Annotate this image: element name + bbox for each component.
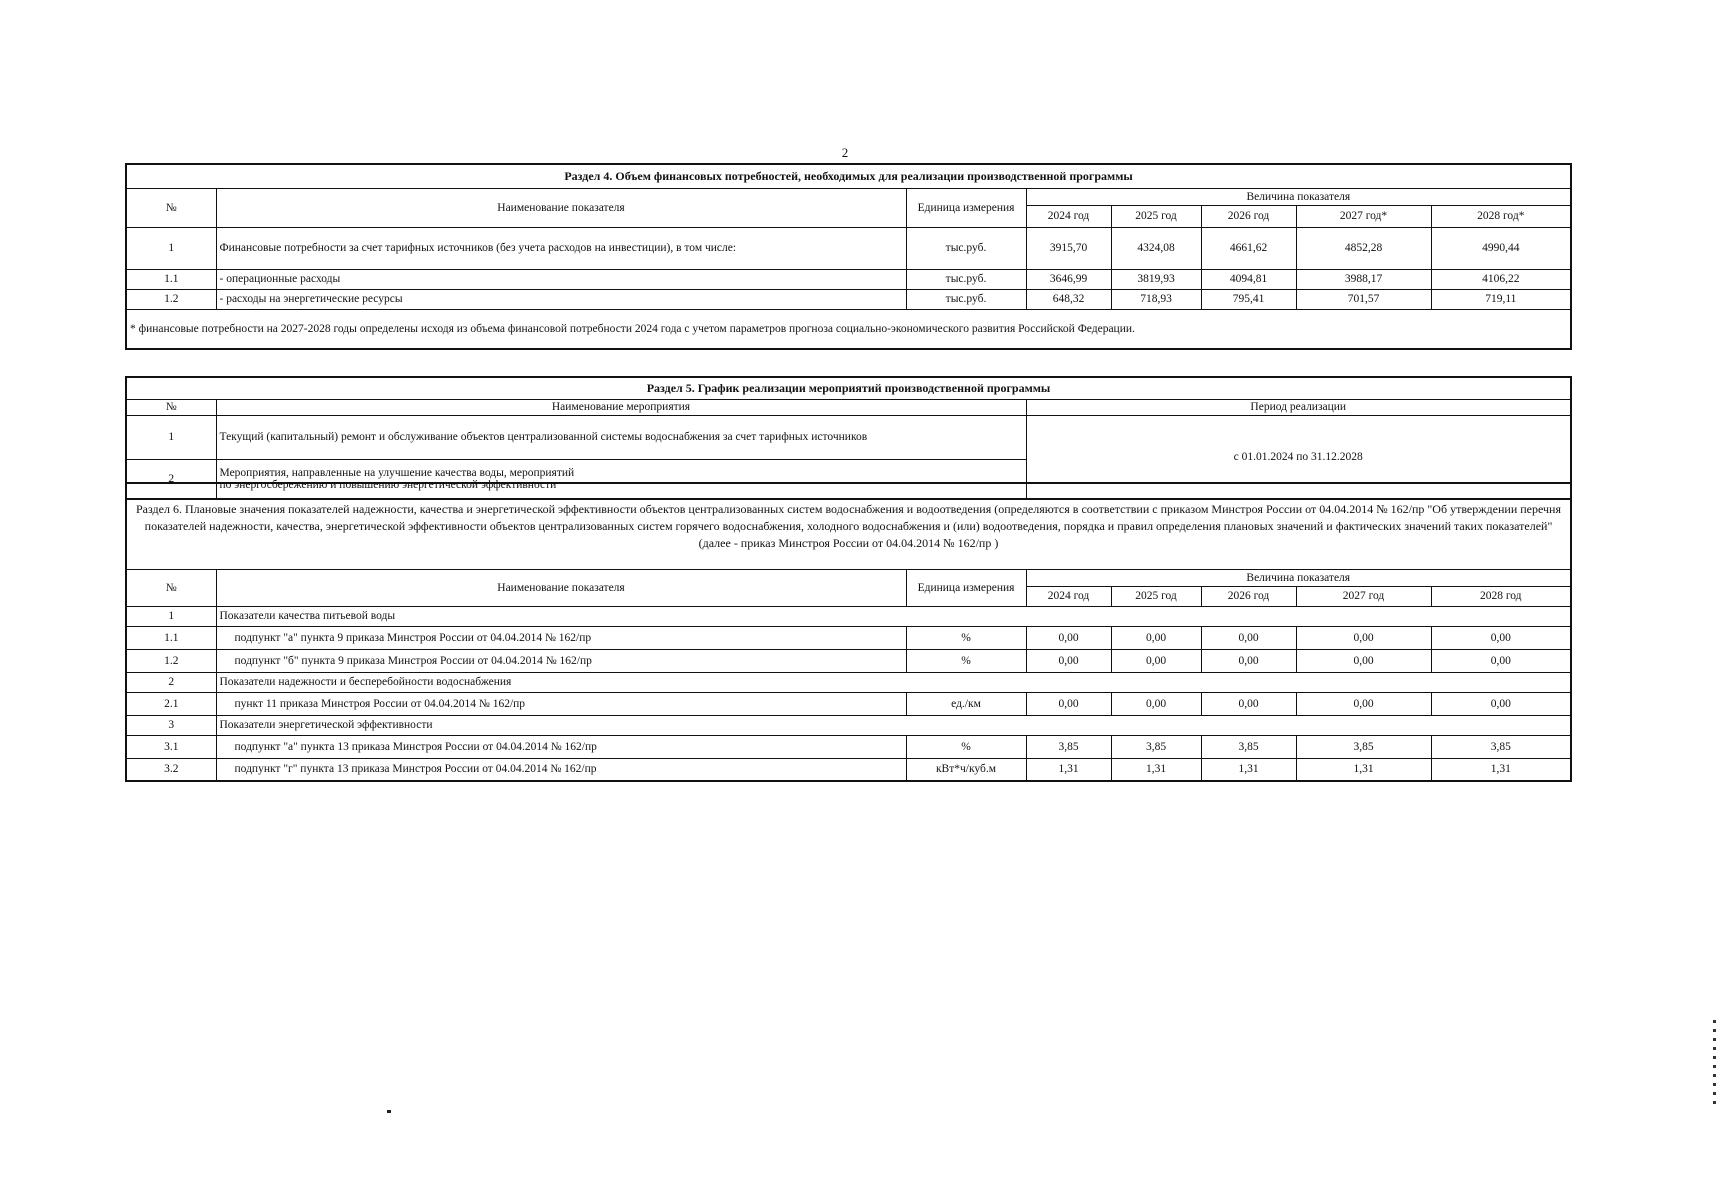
group-row <box>126 715 1571 735</box>
row-num: 1.1 <box>126 626 216 649</box>
row-value: 4094,81 <box>1201 269 1296 289</box>
row-num: 2 <box>126 459 216 499</box>
row-value: 0,00 <box>1431 626 1571 649</box>
row-value: 4106,22 <box>1431 269 1571 289</box>
row-value: 0,00 <box>1111 692 1201 715</box>
table-row <box>126 692 1571 715</box>
table-row <box>126 227 1571 269</box>
row-value: 701,57 <box>1296 289 1431 309</box>
row-value: 1,31 <box>1111 758 1201 781</box>
row-value: 0,00 <box>1431 649 1571 672</box>
row-value: 0,00 <box>1111 649 1201 672</box>
row-num: 1.2 <box>126 649 216 672</box>
row-value: 1,31 <box>1296 758 1431 781</box>
table-row <box>126 269 1571 289</box>
row-value: 1,31 <box>1431 758 1571 781</box>
row-value: 0,00 <box>1026 626 1111 649</box>
row-unit: кВт*ч/куб.м <box>906 758 1026 781</box>
table-row <box>126 626 1571 649</box>
row-value: 3646,99 <box>1026 269 1111 289</box>
row-value: 0,00 <box>1431 692 1571 715</box>
year-header: 2025 год <box>1111 205 1201 227</box>
group-name: Показатели качества питьевой воды <box>216 606 1571 626</box>
row-unit: % <box>906 649 1026 672</box>
row-value: 4852,28 <box>1296 227 1431 269</box>
group-row <box>126 606 1571 626</box>
group-row <box>126 672 1571 692</box>
year-header: 2025 год <box>1111 586 1201 606</box>
row-value: 3,85 <box>1431 735 1571 758</box>
row-value: 795,41 <box>1201 289 1296 309</box>
row-value: 0,00 <box>1201 626 1296 649</box>
col-header-unit: Единица измерения <box>906 188 1026 227</box>
row-name-line: Мероприятия, направленные на улучшение качества воды, мероприятий <box>219 466 575 479</box>
row-value: 0,00 <box>1026 692 1111 715</box>
row-name: - операционные расходы <box>216 269 906 289</box>
row-num: 1 <box>126 415 216 459</box>
row-name: Текущий (капитальный) ремонт и обслуживание объектов централизованной системы водоснабжения за счет тарифных источников <box>216 415 1026 459</box>
table-row <box>126 758 1571 781</box>
row-num: 1 <box>126 606 216 626</box>
row-value: 3,85 <box>1111 735 1201 758</box>
year-header: 2027 год* <box>1296 205 1431 227</box>
row-value: 3,85 <box>1201 735 1296 758</box>
row-num: 2.1 <box>126 692 216 715</box>
row-unit: тыс.руб. <box>906 227 1026 269</box>
scan-edge-marks <box>1713 1020 1716 1110</box>
col-header-value: Величина показателя <box>1026 188 1571 205</box>
section4-note: * финансовые потребности на 2027-2028 годы определены исходя из объема финансовой потребности 2024 года с учетом параметров прогноза социально-экономического развития Российской Федерации. <box>126 309 1571 349</box>
row-value: 719,11 <box>1431 289 1571 309</box>
row-value: 3,85 <box>1026 735 1111 758</box>
row-name: - расходы на энергетические ресурсы <box>216 289 906 309</box>
col-header-num: № <box>126 188 216 227</box>
period-cell: с 01.01.2024 по 31.12.2028 <box>1026 415 1571 499</box>
table-row <box>126 649 1571 672</box>
row-value: 4324,08 <box>1111 227 1201 269</box>
row-num: 3.2 <box>126 758 216 781</box>
row-unit: тыс.руб. <box>906 269 1026 289</box>
row-name: подпункт "г" пункта 13 приказа Минстроя России от 04.04.2014 № 162/пр <box>216 758 906 781</box>
row-value: 1,31 <box>1026 758 1111 781</box>
row-value: 4990,44 <box>1431 227 1571 269</box>
year-header: 2028 год <box>1431 586 1571 606</box>
row-value: 1,31 <box>1201 758 1296 781</box>
section6-title: Раздел 6. Плановые значения показателей надежности, качества и энергетической эффективности объектов централизованных систем водоснабжения и водоотведения (определяются в соответствии с приказом Минстроя России от 04.04.2014 № 162/пр "Об утверждении перечня показателей надежности, качества, энергетической эффективности объектов централизованных систем горячего водоснабжения, холодного водоснабжения и (или) водоотведения, порядка и правил определения плановых значений и фактических значений таких показателей" (далее - приказ Минстроя России от 04.04.2014 № 162/пр ) <box>126 483 1571 569</box>
row-value: 4661,62 <box>1201 227 1296 269</box>
row-name: подпункт "а" пункта 13 приказа Минстроя России от 04.04.2014 № 162/пр <box>216 735 906 758</box>
section5-title: Раздел 5. График реализации мероприятий производственной программы <box>126 377 1571 399</box>
row-num: 3.1 <box>126 735 216 758</box>
row-value: 3988,17 <box>1296 269 1431 289</box>
row-num: 3 <box>126 715 216 735</box>
year-header: 2026 год <box>1201 586 1296 606</box>
row-value: 0,00 <box>1201 692 1296 715</box>
group-name: Показатели надежности и бесперебойности водоснабжения <box>216 672 1571 692</box>
row-name-line: по энергосбережению и повышению энергетической эффективности <box>219 478 557 491</box>
year-header: 2024 год <box>1026 586 1111 606</box>
row-unit: % <box>906 626 1026 649</box>
table-row <box>126 415 1571 459</box>
section6-table <box>125 482 1572 782</box>
row-num: 1.1 <box>126 269 216 289</box>
page-number: 2 <box>841 145 849 160</box>
row-name: подпункт "а" пункта 9 приказа Минстроя России от 04.04.2014 № 162/пр <box>216 626 906 649</box>
row-value: 0,00 <box>1296 692 1431 715</box>
scan-artifact <box>387 1110 391 1113</box>
row-name: пункт 11 приказа Минстроя России от 04.04.2014 № 162/пр <box>216 692 906 715</box>
col-header-name: Наименование мероприятия <box>216 399 1026 415</box>
row-value: 0,00 <box>1026 649 1111 672</box>
row-value: 718,93 <box>1111 289 1201 309</box>
col-header-period: Период реализации <box>1026 399 1571 415</box>
row-name: Финансовые потребности за счет тарифных источников (без учета расходов на инвестиции), в том числе: <box>216 227 906 269</box>
row-value: 0,00 <box>1201 649 1296 672</box>
table-row <box>126 289 1571 309</box>
row-value: 0,00 <box>1111 626 1201 649</box>
year-header: 2024 год <box>1026 205 1111 227</box>
table-row <box>126 735 1571 758</box>
year-header: 2027 год <box>1296 586 1431 606</box>
row-num: 1 <box>126 227 216 269</box>
row-value: 3819,93 <box>1111 269 1201 289</box>
row-value: 3,85 <box>1296 735 1431 758</box>
row-value: 3915,70 <box>1026 227 1111 269</box>
section4-title: Раздел 4. Объем финансовых потребностей, необходимых для реализации производственной программы <box>126 164 1571 188</box>
section4-table <box>125 163 1572 350</box>
row-value: 0,00 <box>1296 649 1431 672</box>
row-value: 0,00 <box>1296 626 1431 649</box>
row-value: 648,32 <box>1026 289 1111 309</box>
col-header-unit: Единица измерения <box>906 569 1026 606</box>
year-header: 2028 год* <box>1431 205 1571 227</box>
row-unit: тыс.руб. <box>906 289 1026 309</box>
col-header-name: Наименование показателя <box>216 188 906 227</box>
year-header: 2026 год <box>1201 205 1296 227</box>
row-unit: ед./км <box>906 692 1026 715</box>
col-header-name: Наименование показателя <box>216 569 906 606</box>
col-header-num: № <box>126 569 216 606</box>
row-num: 1.2 <box>126 289 216 309</box>
col-header-value: Величина показателя <box>1026 569 1571 586</box>
row-unit: % <box>906 735 1026 758</box>
row-num: 2 <box>126 672 216 692</box>
row-name: подпункт "б" пункта 9 приказа Минстроя России от 04.04.2014 № 162/пр <box>216 649 906 672</box>
group-name: Показатели энергетической эффективности <box>216 715 1571 735</box>
col-header-num: № <box>126 399 216 415</box>
